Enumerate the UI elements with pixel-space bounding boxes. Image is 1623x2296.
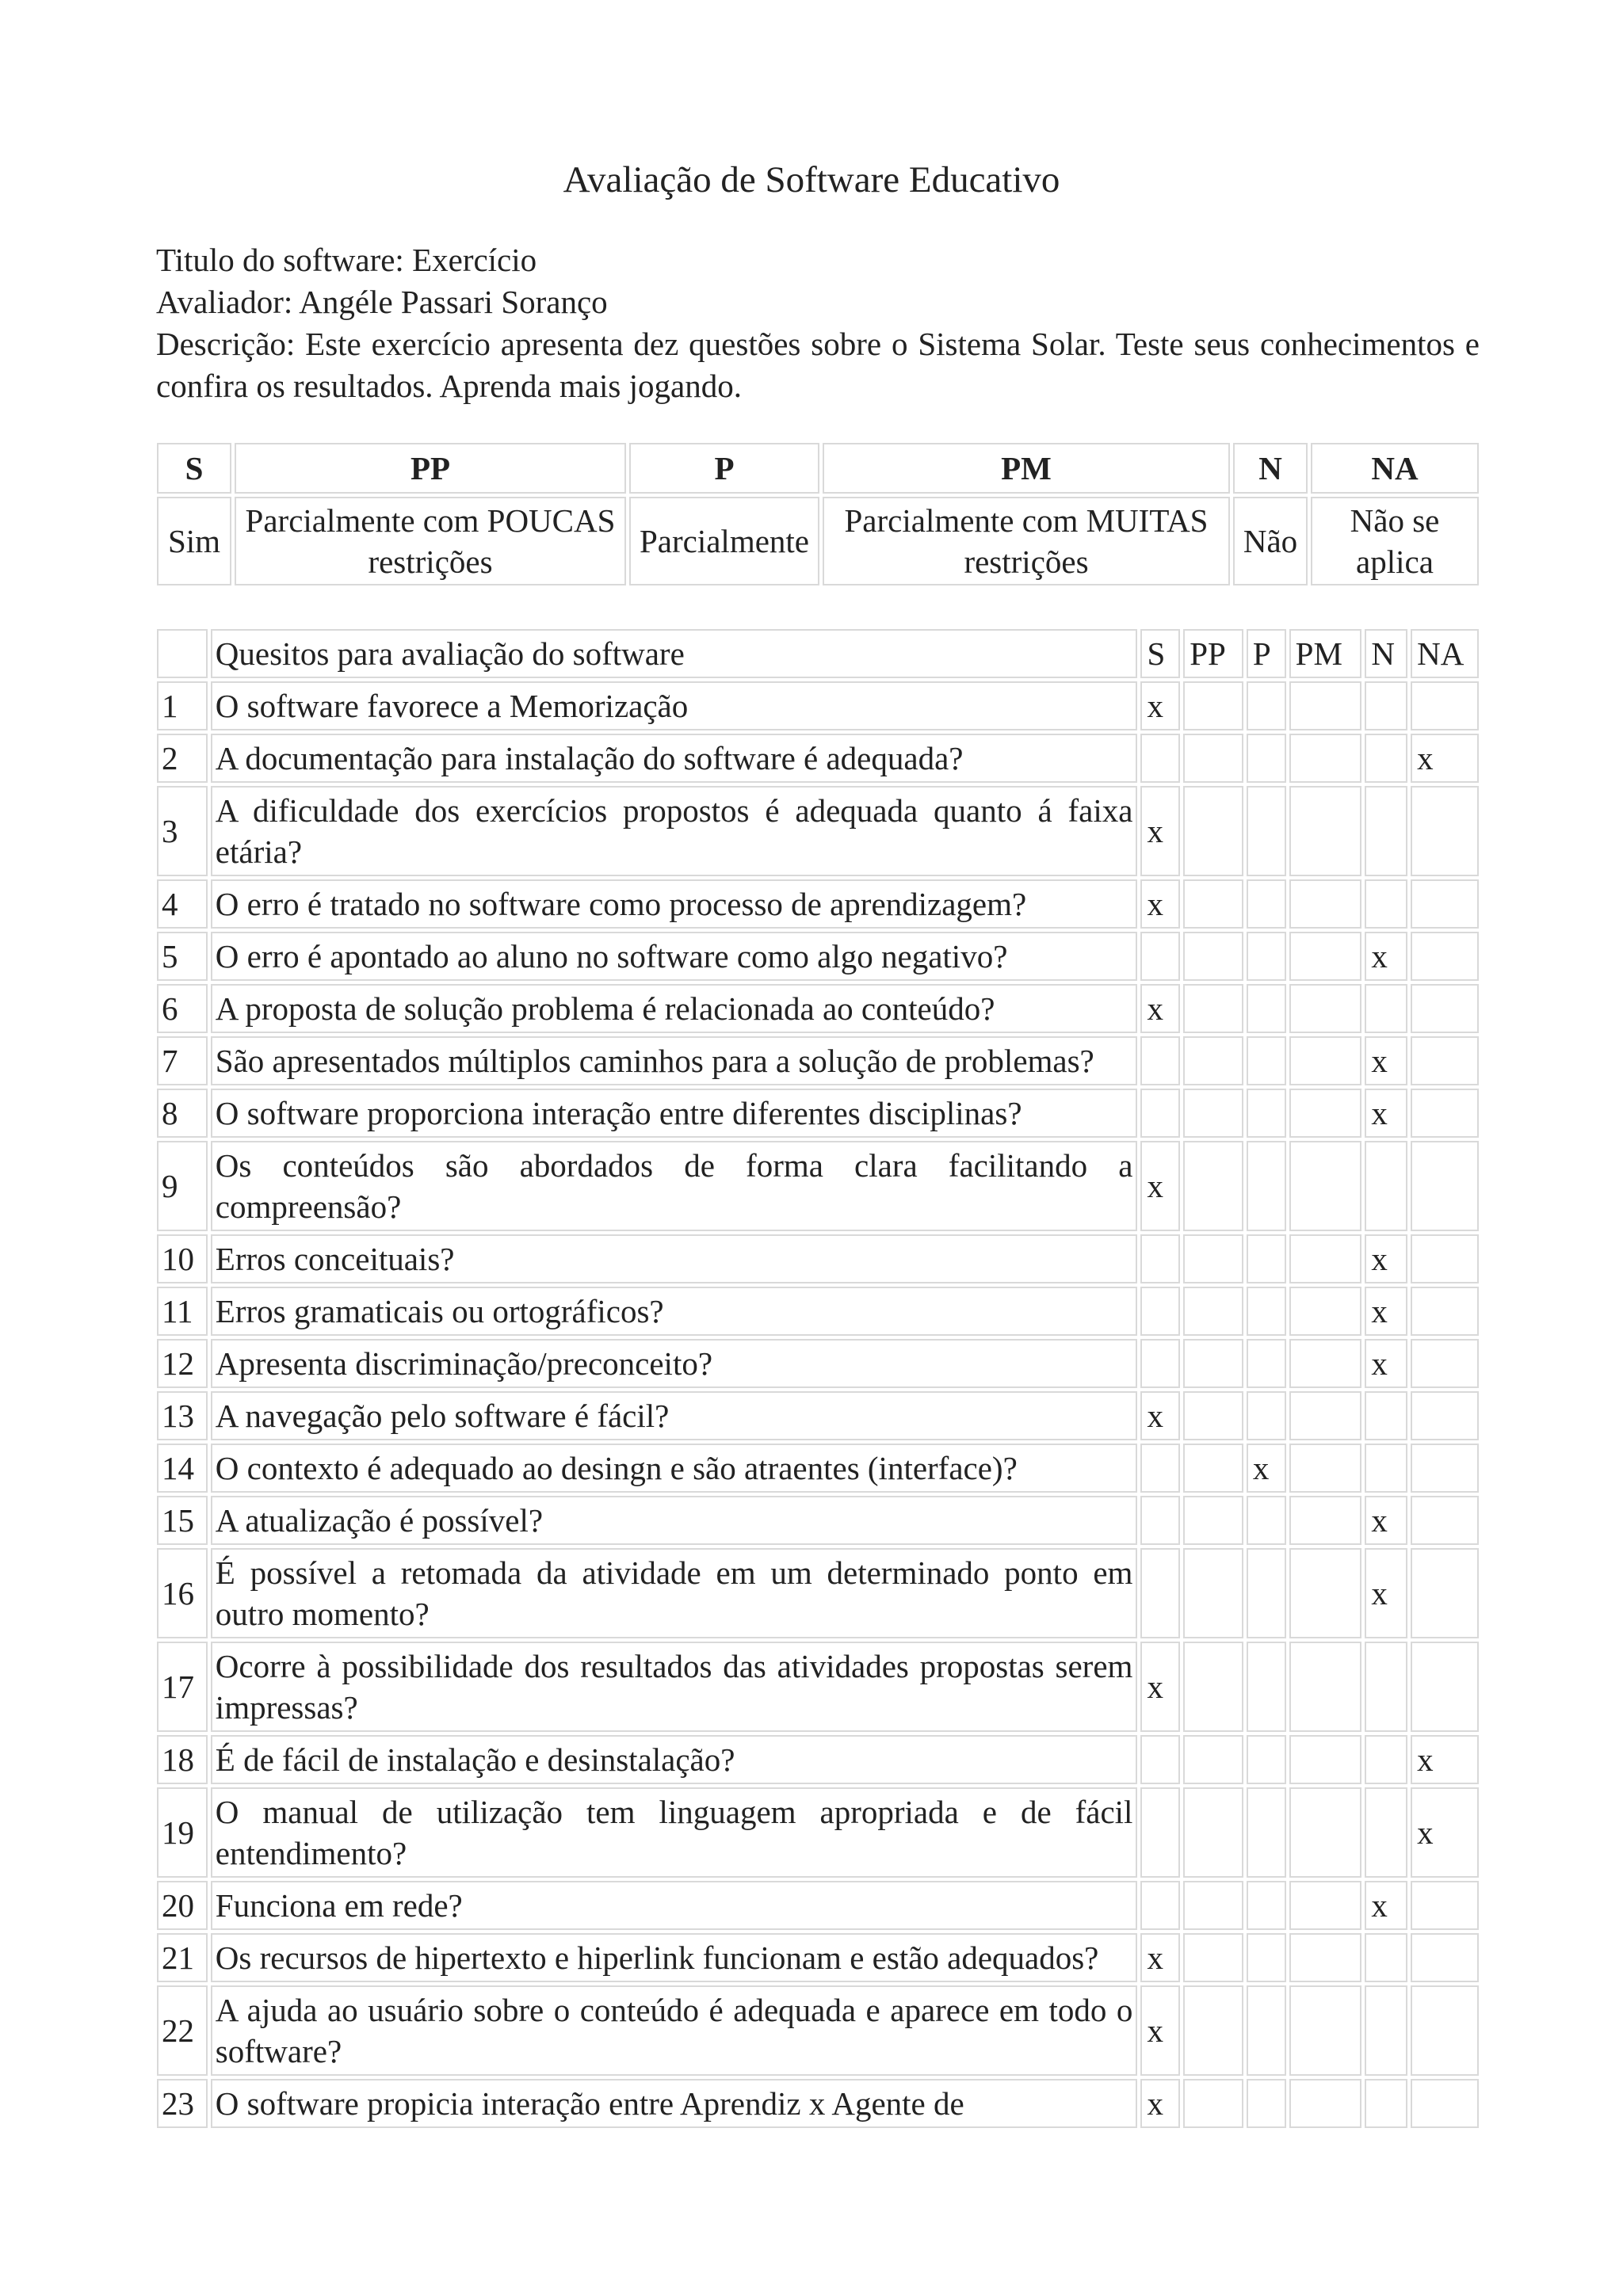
legend-meaning: Parcialmente com POUCAS restrições xyxy=(235,497,626,585)
mark-cell-pp xyxy=(1183,1933,1243,1982)
mark-cell-na: x xyxy=(1411,734,1479,783)
criteria-question: São apresentados múltiplos caminhos para a solução de problemas? xyxy=(211,1036,1138,1085)
mark-cell-na xyxy=(1411,1444,1479,1493)
row-number: 22 xyxy=(157,1985,208,2076)
mark-cell-pm xyxy=(1289,1548,1362,1638)
row-number: 4 xyxy=(157,879,208,929)
column-header: P xyxy=(1247,629,1286,678)
criteria-row xyxy=(157,1287,1479,1336)
criteria-table xyxy=(154,626,1482,2131)
criteria-question: Os recursos de hipertexto e hiperlink funcionam e estão adequados? xyxy=(211,1933,1138,1982)
mark-cell-pm xyxy=(1289,1391,1362,1440)
mark-cell-pp xyxy=(1183,1735,1243,1784)
mark-cell-s: x xyxy=(1140,1141,1180,1231)
mark-cell-pm xyxy=(1289,1642,1362,1732)
mark-cell-p xyxy=(1247,1089,1286,1138)
mark-cell-pm xyxy=(1289,1141,1362,1231)
mark-cell-p xyxy=(1247,1496,1286,1545)
mark-cell-pm xyxy=(1289,1787,1362,1878)
criteria-question: A atualização é possível? xyxy=(211,1496,1138,1545)
mark-cell-s: x xyxy=(1140,1642,1180,1732)
mark-cell-s: x xyxy=(1140,1985,1180,2076)
mark-cell-pp xyxy=(1183,1391,1243,1440)
mark-cell-s xyxy=(1140,1339,1180,1388)
legend-code: N xyxy=(1233,443,1308,494)
row-number: 23 xyxy=(157,2079,208,2128)
mark-cell-s xyxy=(1140,1881,1180,1930)
mark-cell-pm xyxy=(1289,879,1362,929)
mark-cell-s: x xyxy=(1140,681,1180,730)
criteria-question: O contexto é adequado ao desingn e são atraentes (interface)? xyxy=(211,1444,1138,1493)
mark-cell-na xyxy=(1411,1496,1479,1545)
mark-cell-p xyxy=(1247,1735,1286,1784)
mark-cell-pp xyxy=(1183,879,1243,929)
mark-cell-pp xyxy=(1183,1089,1243,1138)
mark-cell-s: x xyxy=(1140,1933,1180,1982)
mark-cell-pm xyxy=(1289,1444,1362,1493)
criteria-row xyxy=(157,681,1479,730)
mark-cell-pm xyxy=(1289,1234,1362,1283)
criteria-question: O software favorece a Memorização xyxy=(211,681,1138,730)
legend-meaning: Parcialmente xyxy=(629,497,819,585)
mark-cell-pp xyxy=(1183,1287,1243,1336)
criteria-row xyxy=(157,1391,1479,1440)
mark-cell-pp xyxy=(1183,2079,1243,2128)
mark-cell-n xyxy=(1365,1141,1407,1231)
row-number: 12 xyxy=(157,1339,208,1388)
description: Descrição: Este exercício apresenta dez questões sobre o Sistema Solar. Teste seus conhecimentos e confira os resultados. Aprenda mais jogando. xyxy=(156,326,1480,404)
criteria-question: A proposta de solução problema é relacionada ao conteúdo? xyxy=(211,984,1138,1033)
row-number: 16 xyxy=(157,1548,208,1638)
mark-cell-pp xyxy=(1183,786,1243,876)
row-number: 11 xyxy=(157,1287,208,1336)
criteria-question: O manual de utilização tem linguagem apropriada e de fácil entendimento? xyxy=(211,1787,1138,1878)
criteria-question: Erros gramaticais ou ortográficos? xyxy=(211,1287,1138,1336)
mark-cell-na: x xyxy=(1411,1735,1479,1784)
criteria-question: Funciona em rede? xyxy=(211,1881,1138,1930)
mark-cell-na xyxy=(1411,1391,1479,1440)
criteria-row xyxy=(157,1036,1479,1085)
mark-cell-n: x xyxy=(1365,932,1407,981)
mark-cell-pp xyxy=(1183,1548,1243,1638)
mark-cell-na xyxy=(1411,1234,1479,1283)
mark-cell-n: x xyxy=(1365,1234,1407,1283)
criteria-row xyxy=(157,1444,1479,1493)
legend-code: PM xyxy=(823,443,1230,494)
mark-cell-p xyxy=(1247,1642,1286,1732)
criteria-row xyxy=(157,1234,1479,1283)
mark-cell-pm xyxy=(1289,1985,1362,2076)
mark-cell-p xyxy=(1247,932,1286,981)
mark-cell-p xyxy=(1247,681,1286,730)
row-number: 21 xyxy=(157,1933,208,1982)
mark-cell-na xyxy=(1411,2079,1479,2128)
mark-cell-na xyxy=(1411,786,1479,876)
mark-cell-na xyxy=(1411,932,1479,981)
mark-cell-pp xyxy=(1183,1036,1243,1085)
criteria-row xyxy=(157,1985,1479,2076)
legend-meaning: Não xyxy=(1233,497,1308,585)
mark-cell-n: x xyxy=(1365,1287,1407,1336)
criteria-row xyxy=(157,1933,1479,1982)
criteria-header-row xyxy=(157,629,1479,678)
mark-cell-pm xyxy=(1289,734,1362,783)
mark-cell-pp xyxy=(1183,1985,1243,2076)
mark-cell-p xyxy=(1247,1548,1286,1638)
legend-code: PP xyxy=(235,443,626,494)
mark-cell-pm xyxy=(1289,1036,1362,1085)
mark-cell-pm xyxy=(1289,1933,1362,1982)
criteria-header-label: Quesitos para avaliação do software xyxy=(211,629,1138,678)
row-number: 7 xyxy=(157,1036,208,1085)
mark-cell-n: x xyxy=(1365,1036,1407,1085)
criteria-row xyxy=(157,1089,1479,1138)
criteria-row xyxy=(157,1735,1479,1784)
criteria-question: A ajuda ao usuário sobre o conteúdo é adequada e aparece em todo o software? xyxy=(211,1985,1138,2076)
criteria-row xyxy=(157,2079,1479,2128)
criteria-question: O erro é tratado no software como processo de aprendizagem? xyxy=(211,879,1138,929)
mark-cell-p xyxy=(1247,1391,1286,1440)
mark-cell-na xyxy=(1411,984,1479,1033)
mark-cell-n xyxy=(1365,786,1407,876)
mark-cell-p: x xyxy=(1247,1444,1286,1493)
mark-cell-s: x xyxy=(1140,984,1180,1033)
mark-cell-n xyxy=(1365,1391,1407,1440)
mark-cell-pp xyxy=(1183,1141,1243,1231)
criteria-row xyxy=(157,734,1479,783)
legend-meaning: Não se aplica xyxy=(1311,497,1479,585)
mark-cell-pm xyxy=(1289,1287,1362,1336)
software-title: Titulo do software: Exercício xyxy=(156,242,537,278)
criteria-row xyxy=(157,1141,1479,1231)
column-header: PP xyxy=(1183,629,1243,678)
row-number: 8 xyxy=(157,1089,208,1138)
mark-cell-na xyxy=(1411,1985,1479,2076)
mark-cell-pm xyxy=(1289,932,1362,981)
page-title: Avaliação de Software Educativo xyxy=(563,159,1060,200)
criteria-question: O software propicia interação entre Aprendiz x Agente de xyxy=(211,2079,1138,2128)
mark-cell-pp xyxy=(1183,1642,1243,1732)
mark-cell-s xyxy=(1140,932,1180,981)
mark-cell-s xyxy=(1140,1496,1180,1545)
criteria-question: A dificuldade dos exercícios propostos é adequada quanto á faixa etária? xyxy=(211,786,1138,876)
column-header: N xyxy=(1365,629,1407,678)
mark-cell-n xyxy=(1365,1787,1407,1878)
mark-cell-pm xyxy=(1289,681,1362,730)
mark-cell-s: x xyxy=(1140,786,1180,876)
mark-cell-n xyxy=(1365,1642,1407,1732)
criteria-question: O erro é apontado ao aluno no software como algo negativo? xyxy=(211,932,1138,981)
criteria-row xyxy=(157,984,1479,1033)
legend-meanings-row xyxy=(157,497,1479,585)
legend-meaning: Sim xyxy=(157,497,231,585)
mark-cell-n xyxy=(1365,1933,1407,1982)
mark-cell-pm xyxy=(1289,2079,1362,2128)
column-header: PM xyxy=(1289,629,1362,678)
row-number: 17 xyxy=(157,1642,208,1732)
mark-cell-s xyxy=(1140,1735,1180,1784)
criteria-question: É possível a retomada da atividade em um determinado ponto em outro momento? xyxy=(211,1548,1138,1638)
mark-cell-na xyxy=(1411,1089,1479,1138)
mark-cell-na xyxy=(1411,1642,1479,1732)
mark-cell-p xyxy=(1247,1881,1286,1930)
column-header: NA xyxy=(1411,629,1479,678)
number-column-header xyxy=(157,629,208,678)
mark-cell-pp xyxy=(1183,1496,1243,1545)
mark-cell-p xyxy=(1247,1141,1286,1231)
mark-cell-s xyxy=(1140,1036,1180,1085)
legend-code: NA xyxy=(1311,443,1479,494)
mark-cell-pm xyxy=(1289,1339,1362,1388)
mark-cell-n xyxy=(1365,984,1407,1033)
mark-cell-pp xyxy=(1183,1444,1243,1493)
mark-cell-n xyxy=(1365,2079,1407,2128)
criteria-row xyxy=(157,1642,1479,1732)
mark-cell-pp xyxy=(1183,932,1243,981)
mark-cell-na xyxy=(1411,879,1479,929)
mark-cell-s xyxy=(1140,1287,1180,1336)
mark-cell-p xyxy=(1247,1234,1286,1283)
mark-cell-n xyxy=(1365,1735,1407,1784)
mark-cell-s: x xyxy=(1140,2079,1180,2128)
criteria-row xyxy=(157,1548,1479,1638)
mark-cell-s xyxy=(1140,1089,1180,1138)
mark-cell-na xyxy=(1411,681,1479,730)
evaluator: Avaliador: Angéle Passari Soranço xyxy=(156,284,608,320)
mark-cell-n: x xyxy=(1365,1339,1407,1388)
mark-cell-pp xyxy=(1183,681,1243,730)
criteria-row xyxy=(157,932,1479,981)
legend-code: S xyxy=(157,443,231,494)
mark-cell-pm xyxy=(1289,786,1362,876)
mark-cell-p xyxy=(1247,734,1286,783)
criteria-question: A navegação pelo software é fácil? xyxy=(211,1391,1138,1440)
mark-cell-p xyxy=(1247,1787,1286,1878)
legend-meaning: Parcialmente com MUITAS restrições xyxy=(823,497,1230,585)
mark-cell-p xyxy=(1247,879,1286,929)
mark-cell-pm xyxy=(1289,984,1362,1033)
column-header: S xyxy=(1140,629,1180,678)
mark-cell-n: x xyxy=(1365,1089,1407,1138)
mark-cell-s: x xyxy=(1140,879,1180,929)
legend-codes-row xyxy=(157,443,1479,494)
mark-cell-s xyxy=(1140,1234,1180,1283)
row-number: 5 xyxy=(157,932,208,981)
row-number: 6 xyxy=(157,984,208,1033)
criteria-question: Erros conceituais? xyxy=(211,1234,1138,1283)
mark-cell-s xyxy=(1140,1444,1180,1493)
mark-cell-n xyxy=(1365,734,1407,783)
mark-cell-pp xyxy=(1183,984,1243,1033)
row-number: 3 xyxy=(157,786,208,876)
row-number: 2 xyxy=(157,734,208,783)
legend-code: P xyxy=(629,443,819,494)
software-info xyxy=(156,239,1480,407)
criteria-row xyxy=(157,1787,1479,1878)
row-number: 1 xyxy=(157,681,208,730)
mark-cell-p xyxy=(1247,1985,1286,2076)
mark-cell-p xyxy=(1247,1036,1286,1085)
mark-cell-p xyxy=(1247,1287,1286,1336)
row-number: 10 xyxy=(157,1234,208,1283)
mark-cell-n: x xyxy=(1365,1881,1407,1930)
mark-cell-na xyxy=(1411,1287,1479,1336)
criteria-question: A documentação para instalação do software é adequada? xyxy=(211,734,1138,783)
mark-cell-p xyxy=(1247,1339,1286,1388)
row-number: 13 xyxy=(157,1391,208,1440)
row-number: 14 xyxy=(157,1444,208,1493)
criteria-question: Os conteúdos são abordados de forma clara facilitando a compreensão? xyxy=(211,1141,1138,1231)
mark-cell-pm xyxy=(1289,1496,1362,1545)
mark-cell-p xyxy=(1247,1933,1286,1982)
mark-cell-pp xyxy=(1183,734,1243,783)
row-number: 9 xyxy=(157,1141,208,1231)
mark-cell-pm xyxy=(1289,1735,1362,1784)
criteria-question: O software proporciona interação entre diferentes disciplinas? xyxy=(211,1089,1138,1138)
criteria-row xyxy=(157,1881,1479,1930)
mark-cell-na xyxy=(1411,1339,1479,1388)
criteria-row xyxy=(157,879,1479,929)
mark-cell-n xyxy=(1365,879,1407,929)
mark-cell-pp xyxy=(1183,1881,1243,1930)
mark-cell-na: x xyxy=(1411,1787,1479,1878)
mark-cell-pp xyxy=(1183,1234,1243,1283)
mark-cell-s: x xyxy=(1140,1391,1180,1440)
mark-cell-s xyxy=(1140,734,1180,783)
mark-cell-na xyxy=(1411,1881,1479,1930)
mark-cell-n xyxy=(1365,1985,1407,2076)
mark-cell-p xyxy=(1247,2079,1286,2128)
mark-cell-n xyxy=(1365,681,1407,730)
mark-cell-na xyxy=(1411,1141,1479,1231)
criteria-row xyxy=(157,786,1479,876)
criteria-row xyxy=(157,1496,1479,1545)
criteria-question: É de fácil de instalação e desinstalação? xyxy=(211,1735,1138,1784)
mark-cell-s xyxy=(1140,1787,1180,1878)
mark-cell-n: x xyxy=(1365,1548,1407,1638)
mark-cell-pp xyxy=(1183,1339,1243,1388)
mark-cell-pm xyxy=(1289,1881,1362,1930)
criteria-row xyxy=(157,1339,1479,1388)
mark-cell-n: x xyxy=(1365,1496,1407,1545)
mark-cell-na xyxy=(1411,1933,1479,1982)
row-number: 15 xyxy=(157,1496,208,1545)
mark-cell-pp xyxy=(1183,1787,1243,1878)
mark-cell-pm xyxy=(1289,1089,1362,1138)
row-number: 18 xyxy=(157,1735,208,1784)
criteria-question: Ocorre à possibilidade dos resultados das atividades propostas serem impressas? xyxy=(211,1642,1138,1732)
mark-cell-n xyxy=(1365,1444,1407,1493)
row-number: 19 xyxy=(157,1787,208,1878)
mark-cell-p xyxy=(1247,786,1286,876)
row-number: 20 xyxy=(157,1881,208,1930)
criteria-question: Apresenta discriminação/preconceito? xyxy=(211,1339,1138,1388)
mark-cell-p xyxy=(1247,984,1286,1033)
mark-cell-na xyxy=(1411,1548,1479,1638)
mark-cell-na xyxy=(1411,1036,1479,1085)
mark-cell-s xyxy=(1140,1548,1180,1638)
legend-table xyxy=(154,440,1482,589)
